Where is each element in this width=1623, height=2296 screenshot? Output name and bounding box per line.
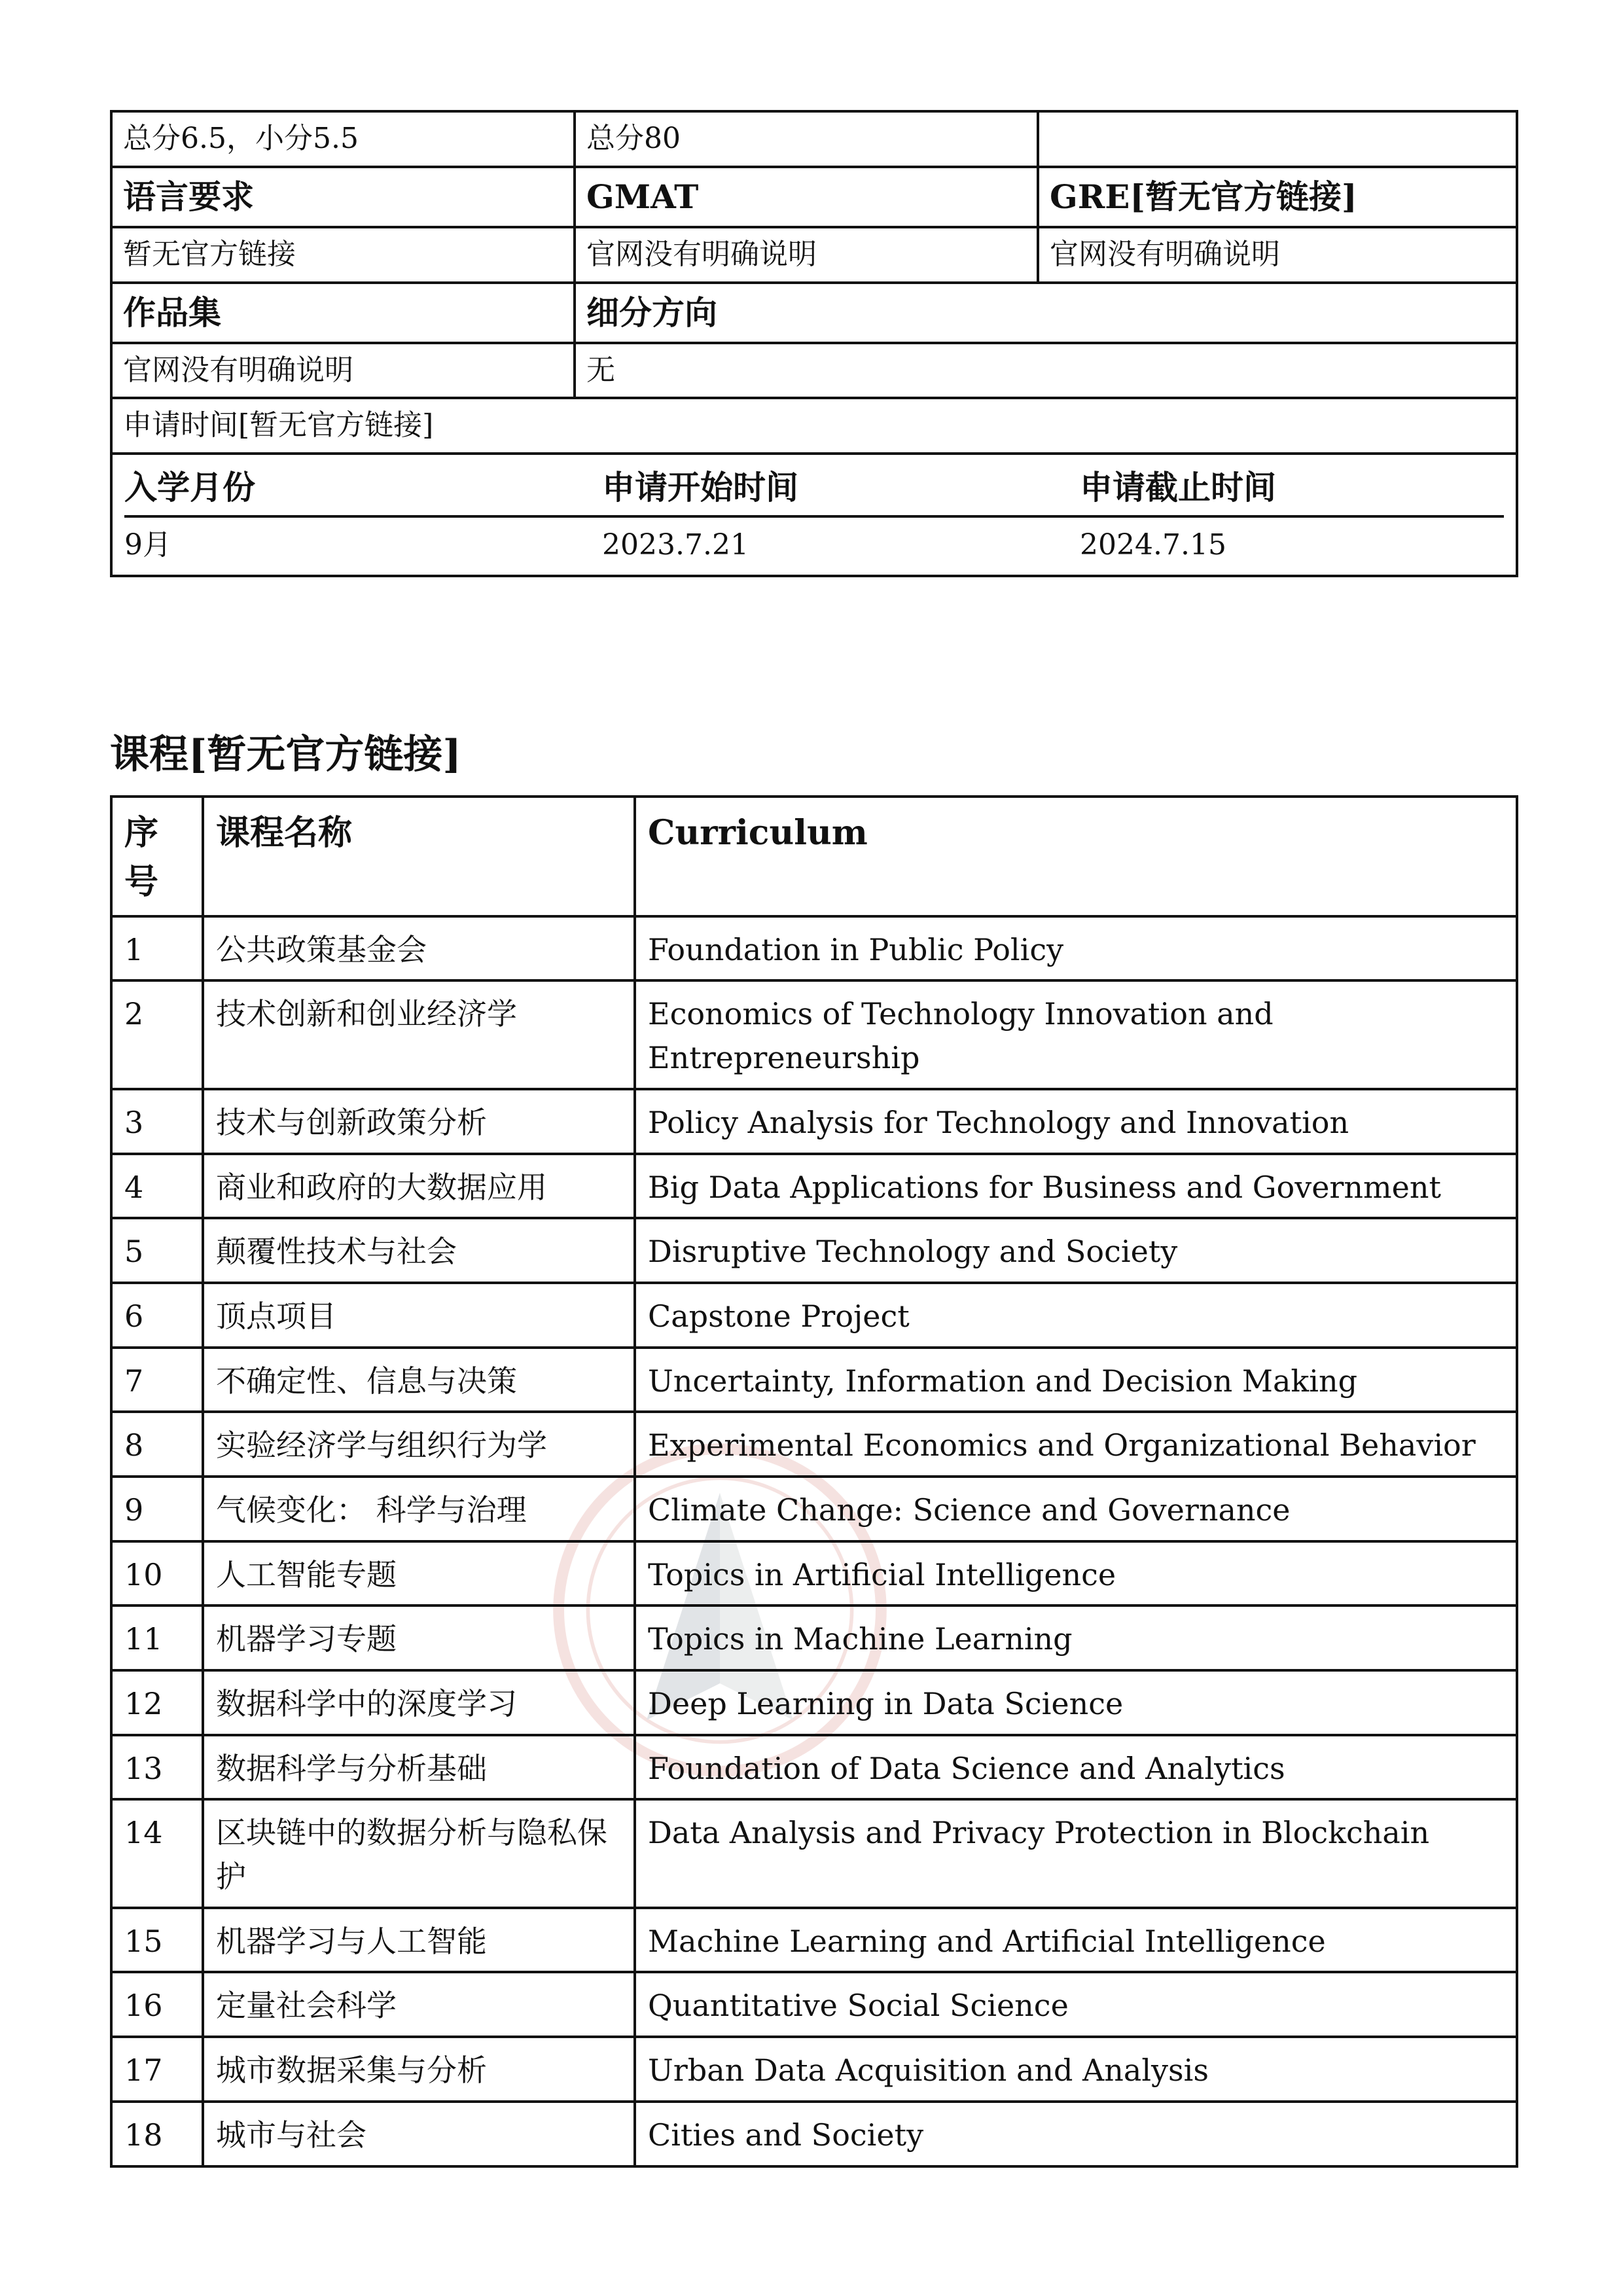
course-name-en: Topics in Machine Learning xyxy=(635,1605,1517,1670)
application-time-title: 申请时间[暂无官方链接] xyxy=(111,398,1517,454)
course-index: 16 xyxy=(111,1972,203,2037)
table-row xyxy=(111,980,1517,1088)
course-name-en: Experimental Economics and Organizational Behavior xyxy=(635,1412,1517,1477)
course-name-en: Urban Data Acquisition and Analysis xyxy=(635,2037,1517,2102)
course-index: 1 xyxy=(111,916,203,981)
course-name-en: Foundation of Data Science and Analytics xyxy=(635,1735,1517,1800)
application-time-block xyxy=(111,454,1517,576)
course-name-zh: 定量社会科学 xyxy=(203,1972,635,2037)
course-index: 9 xyxy=(111,1477,203,1541)
exam-header-row xyxy=(111,167,1517,227)
table-row xyxy=(111,2037,1517,2102)
portfolio-header-row xyxy=(111,283,1517,343)
course-name-en: Foundation in Public Policy xyxy=(635,916,1517,981)
course-index: 7 xyxy=(111,1348,203,1412)
application-deadline-header: 申请截止时间 xyxy=(1080,468,1504,518)
course-name-en: Climate Change: Science and Governance xyxy=(635,1477,1517,1541)
gmat-header: GMAT xyxy=(575,167,1038,227)
language-requirement-header: 语言要求 xyxy=(111,167,575,227)
course-name-zh: 数据科学中的深度学习 xyxy=(203,1670,635,1735)
course-name-en: Machine Learning and Artificial Intelligence xyxy=(635,1908,1517,1973)
table-row xyxy=(111,1154,1517,1219)
course-index: 15 xyxy=(111,1908,203,1973)
course-name-zh: 区块链中的数据分析与隐私保护 xyxy=(203,1799,635,1907)
toefl-score: 总分80 xyxy=(575,111,1038,167)
course-name-header: 课程名称 xyxy=(203,797,635,916)
curriculum-table xyxy=(110,795,1518,2168)
course-name-zh: 不确定性、信息与决策 xyxy=(203,1348,635,1412)
course-index: 8 xyxy=(111,1412,203,1477)
table-row xyxy=(111,916,1517,981)
table-row xyxy=(111,1908,1517,1973)
course-name-zh: 机器学习专题 xyxy=(203,1605,635,1670)
course-name-zh: 颠覆性技术与社会 xyxy=(203,1218,635,1283)
course-name-zh: 顶点项目 xyxy=(203,1283,635,1348)
course-name-zh: 机器学习与人工智能 xyxy=(203,1908,635,1973)
application-time-title-row xyxy=(111,398,1517,454)
application-time-row xyxy=(111,454,1517,576)
course-index: 10 xyxy=(111,1541,203,1606)
course-name-zh: 实验经济学与组织行为学 xyxy=(203,1412,635,1477)
table-row xyxy=(111,1477,1517,1541)
course-index: 6 xyxy=(111,1283,203,1348)
table-row xyxy=(111,1412,1517,1477)
course-name-en: Economics of Technology Innovation and Entrepreneurship xyxy=(635,980,1517,1088)
table-row xyxy=(111,1670,1517,1735)
curriculum-header-row xyxy=(111,797,1517,916)
course-name-zh: 气候变化： 科学与治理 xyxy=(203,1477,635,1541)
course-name-en: Big Data Applications for Business and Government xyxy=(635,1154,1517,1219)
gre-value: 官网没有明确说明 xyxy=(1038,227,1517,283)
application-start-value: 2023.7.21 xyxy=(602,528,749,562)
specialization-header: 细分方向 xyxy=(575,283,1517,343)
table-row xyxy=(111,1605,1517,1670)
portfolio-value: 官网没有明确说明 xyxy=(111,343,575,399)
course-index: 14 xyxy=(111,1799,203,1907)
course-index: 2 xyxy=(111,980,203,1088)
course-index: 13 xyxy=(111,1735,203,1800)
course-name-en: Cities and Society xyxy=(635,2102,1517,2166)
portfolio-header: 作品集 xyxy=(111,283,575,343)
course-name-zh: 技术与创新政策分析 xyxy=(203,1089,635,1154)
specialization-value: 无 xyxy=(575,343,1517,399)
table-row xyxy=(111,1541,1517,1606)
course-name-en: Quantitative Social Science xyxy=(635,1972,1517,2037)
table-row xyxy=(111,2102,1517,2166)
course-index: 11 xyxy=(111,1605,203,1670)
course-index: 18 xyxy=(111,2102,203,2166)
course-index: 5 xyxy=(111,1218,203,1283)
curriculum-section-title: 课程[暂无官方链接] xyxy=(110,732,461,778)
course-name-zh: 城市与社会 xyxy=(203,2102,635,2166)
course-index: 3 xyxy=(111,1089,203,1154)
exam-value-row xyxy=(111,227,1517,283)
empty-cell xyxy=(1038,111,1517,167)
course-name-en: Uncertainty, Information and Decision Making xyxy=(635,1348,1517,1412)
application-deadline-value: 2024.7.15 xyxy=(1080,528,1226,562)
curriculum-header: Curriculum xyxy=(635,797,1517,916)
admission-info-table xyxy=(110,110,1518,577)
table-row xyxy=(111,1283,1517,1348)
table-row xyxy=(111,1799,1517,1907)
ielts-score: 总分6.5，小分5.5 xyxy=(111,111,575,167)
table-row xyxy=(111,1735,1517,1800)
course-name-en: Policy Analysis for Technology and Innovation xyxy=(635,1089,1517,1154)
table-row xyxy=(111,1972,1517,2037)
course-name-zh: 数据科学与分析基础 xyxy=(203,1735,635,1800)
course-name-zh: 技术创新和创业经济学 xyxy=(203,980,635,1088)
course-name-zh: 人工智能专题 xyxy=(203,1541,635,1606)
table-row xyxy=(111,1218,1517,1283)
application-start-header: 申请开始时间 xyxy=(602,468,1080,518)
course-name-zh: 城市数据采集与分析 xyxy=(203,2037,635,2102)
score-row xyxy=(111,111,1517,167)
course-index: 17 xyxy=(111,2037,203,2102)
course-index: 12 xyxy=(111,1670,203,1735)
course-name-en: Capstone Project xyxy=(635,1283,1517,1348)
course-index: 4 xyxy=(111,1154,203,1219)
course-name-zh: 公共政策基金会 xyxy=(203,916,635,981)
index-header: 序号 xyxy=(111,797,203,916)
course-name-en: Disruptive Technology and Society xyxy=(635,1218,1517,1283)
course-name-zh: 商业和政府的大数据应用 xyxy=(203,1154,635,1219)
table-row xyxy=(111,1348,1517,1412)
gre-header: GRE[暂无官方链接] xyxy=(1038,167,1517,227)
course-name-en: Topics in Artificial Intelligence xyxy=(635,1541,1517,1606)
intake-month-header: 入学月份 xyxy=(124,468,602,518)
language-requirement-value: 暂无官方链接 xyxy=(111,227,575,283)
course-name-en: Deep Learning in Data Science xyxy=(635,1670,1517,1735)
intake-month-value: 9月 xyxy=(124,528,171,562)
portfolio-value-row xyxy=(111,343,1517,399)
gmat-value: 官网没有明确说明 xyxy=(575,227,1038,283)
course-name-en: Data Analysis and Privacy Protection in Blockchain xyxy=(635,1799,1517,1907)
table-row xyxy=(111,1089,1517,1154)
